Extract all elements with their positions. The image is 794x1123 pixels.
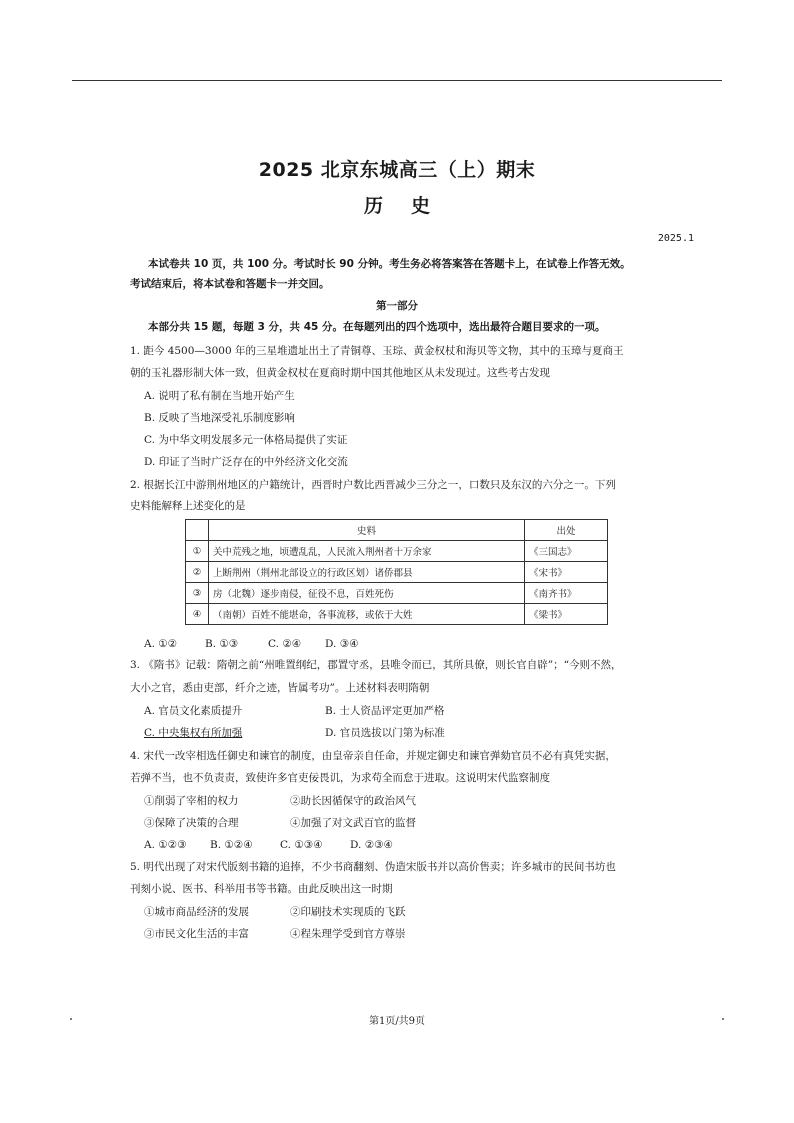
q2-option-d: D. ③④ [325,638,359,650]
row-source: 《宋书》 [525,562,608,583]
q3-option-a: A. 官员文化素质提升 [144,705,243,717]
subject-char-2: 史 [411,195,431,217]
q5-stem-2: 刊刻小说、医书、科举用书等书籍。由此反映出这一时期 [130,883,393,895]
q4-option-c: C. ①③④ [280,839,323,851]
q3-option-b: B. 士人资品评定更加严格 [325,705,445,717]
q5-item-2: ②印刷技术实现质的飞跃 [290,906,406,918]
intro-line-1: 本试卷共 10 页，共 100 分。考试时长 90 分钟。考生务必将答案答在答题卡上，在试卷上作答无效。 [148,258,631,270]
subject-title [0,191,794,218]
q2-option-b: B. ①③ [205,638,239,650]
q4-option-a: A. ①②③ [144,839,187,851]
row-number: ④ [186,604,209,625]
q1-option-c: C. 为中华文明发展多元一体格局提供了实证 [144,434,348,446]
q2-stem-2: 史料能解释上述变化的是 [130,500,246,512]
q1-option-b: B. 反映了当地深受礼乐制度影响 [144,412,295,424]
q3-option-d: D. 官员选拔以门第为标准 [325,727,445,739]
row-source: 《梁书》 [525,604,608,625]
corner-dot-left [70,1018,72,1020]
corner-dot-right [722,1018,724,1020]
table-header-material: 史料 [209,520,525,541]
header-rule [72,80,722,81]
q3-stem-2: 大小之官，悉由吏部，纤介之迹，皆属考功”。上述材料表明隋朝 [130,682,430,694]
table-row [186,562,608,583]
source-table [185,519,608,625]
q5-item-3: ③市民文化生活的丰富 [144,928,249,940]
exam-title: 2025 北京东城高三（上）期末 [258,159,536,181]
q5-item-1: ①城市商品经济的发展 [144,906,249,918]
subject-char-1: 历 [363,195,383,217]
q4-item-4: ④加强了对文武百官的监督 [290,817,416,829]
q4-option-b: B. ①②④ [210,839,253,851]
q1-stem-1: 1. 距今 4500—3000 年的三星堆遗址出土了青铜尊、玉琮、黄金权杖和海贝等文物，其中的玉璋与夏商王 [130,345,624,357]
row-source: 《南齐书》 [525,583,608,604]
q1-option-d: D. 印证了当时广泛存在的中外经济文化交流 [144,456,348,468]
row-number: ① [186,541,209,562]
row-material: （南朝）百姓不能堪命，各事流移，或依于大姓 [209,604,525,625]
q5-item-4: ④程朱理学受到官方尊崇 [290,928,406,940]
q1-option-a: A. 说明了私有制在当地开始产生 [144,390,295,402]
table-header-source: 出处 [525,520,608,541]
q4-option-d: D. ②③④ [350,839,393,851]
row-material: 关中荒残之地，顷遭乱乱，人民流入荆州者十万余家 [209,541,525,562]
exam-date: 2025.1 [657,233,694,244]
table-row [186,541,608,562]
q4-stem-1: 4. 宋代一改宰相选任御史和谏官的制度，由皇帝亲自任命，并规定御史和谏官弹劾官员不必有真凭实据， [130,750,616,762]
part-instructions: 本部分共 15 题，每题 3 分，共 45 分。在每题列出的四个选项中，选出最符合题目要求的一项。 [148,321,606,333]
q1-stem-2: 朝的玉礼器形制大体一致，但黄金权杖在夏商时期中国其他地区从未发现过。这些考古发现 [130,367,550,379]
q4-item-2: ②助长因循保守的政治风气 [290,795,416,807]
row-number: ② [186,562,209,583]
q4-stem-2: 若弹不当，也不负责责，致使许多官吏佞畏讥，为求苟全而怠于进取。这说明宋代监察制度 [130,772,550,784]
q3-option-c: C. 中央集权有所加强 [144,727,243,739]
q3-stem-1: 3. 《隋书》记载：隋朝之前“州唯置纲纪，郡置守丞，县唯令而已，其所具僚，则长官自辟”；“今则不然， [130,659,622,671]
row-material: 上断荆州（荆州北部设立的行政区划）诸侨郡县 [209,562,525,583]
row-source: 《三国志》 [525,541,608,562]
row-number: ③ [186,583,209,604]
part-heading: 第一部分 [376,300,418,312]
table-header-row [186,520,608,541]
table-row [186,583,608,604]
q2-option-c: C. ②④ [268,638,302,650]
row-material: 房（北魏）逐步南侵，征役不息，百姓死伤 [209,583,525,604]
q2-option-a: A. ①② [144,638,178,650]
table-row [186,604,608,625]
q2-stem-1: 2. 根据长江中游荆州地区的户籍统计，西晋时户数比西晋减少三分之一，口数只及东汉的六分之一。下列 [130,479,616,491]
intro-line-2: 考试结束后，将本试卷和答题卡一并交回。 [130,278,330,290]
page-number: 第1页/共9页 [368,1016,426,1027]
table-header-no [186,520,209,541]
q5-stem-1: 5. 明代出现了对宋代版刻书籍的追捧，不少书商翻刻、伪造宋版书并以高价售卖；许多城市的民间书坊也 [130,861,616,873]
q4-item-3: ③保障了决策的合理 [144,817,239,829]
q4-item-1: ①削弱了宰相的权力 [144,795,239,807]
